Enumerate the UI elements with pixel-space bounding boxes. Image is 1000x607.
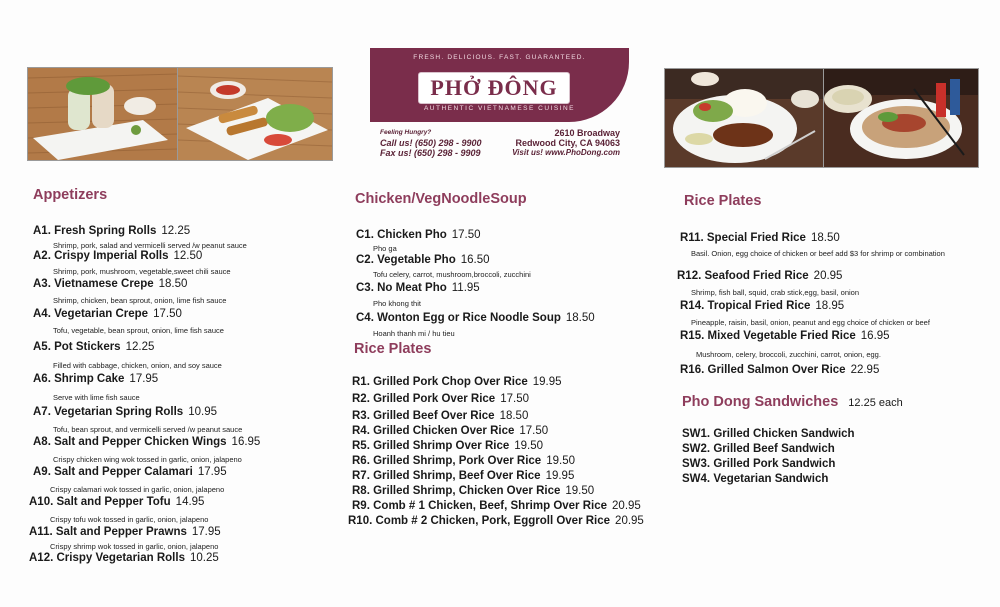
menu-item-r9: R9. Comb # 1 Chicken, Beef, Shrimp Over Rice 20.95 [352,500,641,512]
menu-desc-a6: Serve with lime fish sauce [53,393,140,402]
menu-item-a12: A12. Crispy Vegetarian Rolls 10.25 [29,552,219,564]
menu-item-a10: A10. Salt and Pepper Tofu 14.95 [29,496,205,508]
menu-item-r12: R12. Seafood Fried Rice 20.95 [677,270,843,282]
rice-plates-heading-middle: Rice Plates [354,341,432,357]
menu-item-r14: R14. Tropical Fried Rice 18.95 [680,300,845,312]
contact-phone [380,128,482,158]
street-text: 2610 Broadway [554,128,620,138]
logo-tagline: FRESH. DELICIOUS. FAST. GUARANTEED. [413,54,586,61]
menu-item-sw2: SW2. Grilled Beef Sandwich [682,443,835,455]
menu-item-a9: A9. Salt and Pepper Calamari 17.95 [33,466,227,478]
menu-item-r3: R3. Grilled Beef Over Rice 18.50 [352,410,529,422]
menu-desc-a7: Tofu, bean sprout, and vermicelli served /w peanut sauce [53,425,243,434]
menu-desc-a8: Crispy chicken wing wok tossed in garlic, onion, jalapeno [53,455,242,464]
menu-item-r11: R11. Special Fried Rice 18.50 [680,232,840,244]
menu-desc-a11: Crispy shrimp wok tossed in garlic, onion, jalapeno [50,542,219,551]
spring-rolls-photo [27,67,178,161]
menu-item-c4: C4. Wonton Egg or Rice Noodle Soup 18.50 [356,312,595,324]
sandwiches-price: 12.25 each [848,397,903,409]
pho-bowl-photo [823,68,979,168]
sandwiches-heading [682,394,903,410]
menu-item-r1: R1. Grilled Pork Chop Over Rice 19.95 [352,376,562,388]
menu-item-c2: C2. Vegetable Pho 16.50 [356,254,490,266]
menu-item-a7: A7. Vegetarian Spring Rolls 10.95 [33,406,217,418]
menu-item-r5: R5. Grilled Shrimp Over Rice 19.50 [352,440,544,452]
menu-desc-a10: Crispy tofu wok tossed in garlic, onion, jalapeno [50,515,209,524]
menu-desc-a4: Tofu, vegetable, bean sprout, onion, lime fish sauce [53,326,224,335]
menu-desc-a3: Shrimp, chicken, bean sprout, onion, lime fish sauce [53,296,227,305]
menu-item-r4: R4. Grilled Chicken Over Rice 17.50 [352,425,549,437]
menu-item-a5: A5. Pot Stickers 12.25 [33,341,155,353]
restaurant-logo [370,48,629,122]
menu-item-a6: A6. Shrimp Cake 17.95 [33,373,159,385]
menu-desc-r11: Basil. Onion, egg choice of chicken or beef add $3 for shrimp or combination [691,249,945,258]
grilled-meat-plate-photo [664,68,824,168]
logo-subtitle: AUTHENTIC VIETNAMESE CUISINE [423,105,576,112]
sandwiches-title: Pho Dong Sandwiches [682,394,839,410]
menu-item-a11: A11. Salt and Pepper Prawns 17.95 [29,526,221,538]
menu-desc-a5: Filled with cabbage, chicken, onion, and soy sauce [53,361,222,370]
menu-item-r6: R6. Grilled Shrimp, Pork Over Rice 19.50 [352,455,575,467]
menu-desc-r14: Pineapple, raisin, basil, onion, peanut and egg choice of chicken or beef [691,318,930,327]
menu-item-a3: A3. Vietnamese Crepe 18.50 [33,278,188,290]
noodle-soup-heading: Chicken/VegNoodleSoup [355,191,527,207]
menu-item-a1: A1. Fresh Spring Rolls 12.25 [33,225,191,237]
menu-item-c1: C1. Chicken Pho 17.50 [356,229,481,241]
menu-item-sw4: SW4. Vegetarian Sandwich [682,473,829,485]
contact-address [500,128,620,158]
menu-item-r15: R15. Mixed Vegetable Fried Rice 16.95 [680,330,890,342]
menu-item-a2: A2. Crispy Imperial Rolls 12.50 [33,250,203,262]
menu-item-r16: R16. Grilled Salmon Over Rice 22.95 [680,364,880,376]
imperial-rolls-photo [177,67,333,161]
menu-item-a8: A8. Salt and Pepper Chicken Wings 16.95 [33,436,261,448]
call-text: Call us! (650) 298 - 9900 [380,138,482,148]
menu-item-a4: A4. Vegetarian Crepe 17.50 [33,308,182,320]
website-text: Visit us! www.PhoDong.com [512,148,620,157]
menu-item-r10: R10. Comb # 2 Chicken, Pork, Eggroll Over Rice 20.95 [348,515,644,527]
menu-desc-a1: Shrimp, pork, salad and vermicelli served /w peanut sauce [53,241,247,250]
menu-item-r8: R8. Grilled Shrimp, Chicken Over Rice 19.50 [352,485,595,497]
restaurant-name: PHỞ ĐÔNG [418,72,570,104]
hungry-text: Feeling Hungry? [380,129,432,136]
menu-desc-r15: Mushroom, celery, broccoli, zucchini, carrot, onion, egg. [696,350,881,359]
appetizers-heading: Appetizers [33,187,108,203]
menu-item-sw1: SW1. Grilled Chicken Sandwich [682,428,855,440]
menu-item-sw3: SW3. Grilled Pork Sandwich [682,458,836,470]
fax-text: Fax us! (650) 298 - 9909 [380,148,481,158]
menu-item-r7: R7. Grilled Shrimp, Beef Over Rice 19.95 [352,470,575,482]
menu-item-r2: R2. Grilled Pork Over Rice 17.50 [352,393,529,405]
menu-desc-c4: Hoanh thanh mi / hu tieu [373,329,455,338]
menu-desc-a2: Shrimp, pork, mushroom, vegetable,sweet chili sauce [53,267,231,276]
menu-desc-c1: Pho ga [373,244,397,253]
city-text: Redwood City, CA 94063 [515,138,620,148]
menu-item-c3: C3. No Meat Pho 11.95 [356,282,480,294]
rice-plates-heading-right: Rice Plates [684,193,762,209]
menu-desc-c2: Tofu celery, carrot, mushroom,broccoli, zucchini [373,270,531,279]
menu-desc-r12: Shrimp, fish ball, squid, crab stick,egg, basil, onion [691,288,859,297]
menu-desc-c3: Pho khong thit [373,299,421,308]
menu-desc-a9: Crispy calamari wok tossed in garlic, onion, jalapeno [50,485,225,494]
